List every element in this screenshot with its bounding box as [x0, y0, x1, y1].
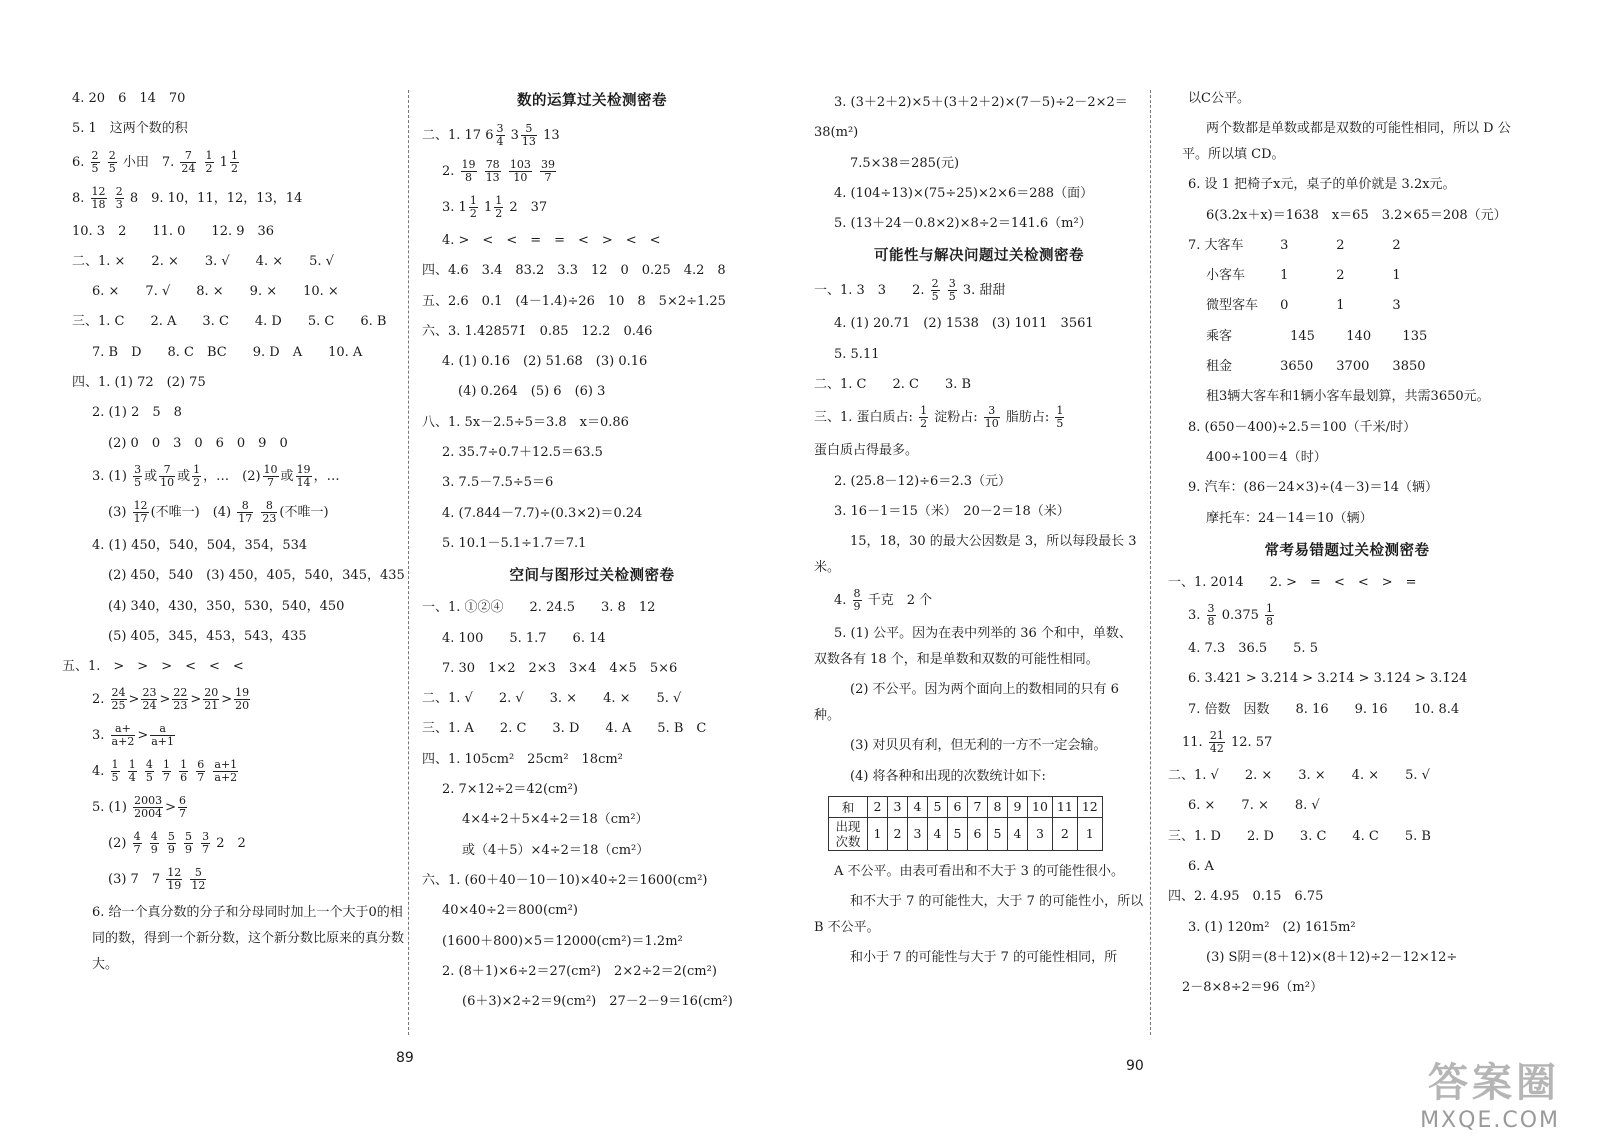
fraction: $\frac{a}{a+1}$: [151, 722, 175, 749]
answer-line: 6. 设 1 把椅子x元，桌子的单价就是 3.2x元。: [1188, 177, 1456, 193]
answer-line: (3) 对贝贝有利，但无利的一方不一定会输。: [850, 738, 1107, 754]
column-divider: [1150, 90, 1151, 1035]
vehicle-value: 2: [1392, 237, 1401, 253]
text: 淀粉占:: [934, 410, 978, 426]
table-cell: 12: [1077, 796, 1102, 817]
fraction: $\frac{1}{2}$: [205, 148, 213, 175]
vehicle-value: 2: [1336, 268, 1345, 284]
answer-line: 三、1. A 2. C 3. D 4. A 5. B C: [422, 721, 707, 737]
answer-line: 5. (13＋24－0.8×2)×8÷2＝141.6（m²）: [834, 216, 1092, 232]
answer-line: 四、1. 105cm² 25cm² 18cm²: [422, 751, 623, 767]
answer-line: 2. (1) 2 5 8: [92, 405, 182, 421]
fraction: $\frac{2}{5}$: [91, 148, 99, 175]
answer-line: 一、1. ①②④ 2. 24.5 3. 8 12: [422, 600, 656, 616]
answer-line: 8. (650－400)÷2.5＝100（千米/时）: [1188, 419, 1417, 435]
fraction: $\frac{5}{9}$: [184, 830, 192, 857]
answer-line: (4) 0.264 (5) 6 (6) 3: [458, 384, 606, 400]
answer-line: 6. 3.421 > 3.2̇14̇ > 3.21̇4̇ > 3.12̇4̇ > 3.1̇24̇: [1188, 671, 1468, 687]
answer-line: [422, 154, 762, 190]
table-cell: 9: [1008, 796, 1028, 817]
text: 8.: [72, 190, 85, 206]
text: 3. 甜甜: [962, 283, 1006, 299]
fraction: $\frac{2}{3}$: [115, 184, 123, 211]
answer-line: 四、1. (1) 72 (2) 75: [72, 375, 206, 391]
text: 1: [458, 200, 467, 215]
watermark: [1420, 1051, 1560, 1133]
text: 1: [483, 200, 493, 215]
answer-line: 2－8×8÷2＝96（m²）: [1182, 980, 1323, 996]
answer-line: [72, 682, 407, 718]
table-cell: 5: [948, 817, 968, 850]
text: 二、1. 17: [422, 128, 482, 143]
answer-line: 二、1. × 2. × 3. √ 4. × 5. √: [72, 253, 334, 269]
text: 千克 2 个: [867, 593, 933, 609]
sum-frequency-table: [828, 796, 1103, 851]
answer-line: [72, 718, 407, 754]
fraction: $\frac{1}{2}$: [230, 148, 238, 175]
table-row: [829, 796, 1103, 817]
text: 0.375: [1221, 608, 1259, 624]
answer-paragraph: (2) 不公平。因为两个面向上的数相同的只有 6 种。: [814, 682, 1119, 724]
fraction: $\frac{1}{2}$: [920, 404, 928, 431]
table-cell: 8: [988, 796, 1008, 817]
answer-line: 租3辆大客车和1辆小客车最划算，共需3650元。: [1206, 389, 1490, 405]
answer-line: 5. 5.11: [834, 346, 880, 362]
section-title: 常考易错题过关检测密卷: [1264, 542, 1430, 559]
answer-line: 四、4.6 3.4 83.2 3.3 12 0 0.25 4.2 8: [422, 263, 726, 279]
answer-paragraph: 和不大于 7 的可能性大，大于 7 的可能性小，所以 B 不公平。: [814, 893, 1144, 935]
fraction: $\frac{24}{25}$: [111, 686, 126, 713]
answer-line: 五、2.6 0.1 (4－1.4)÷26 10 8 5×2÷1.25: [422, 293, 726, 309]
answer-line: 7. 倍数 因数 8. 16 9. 16 10. 8.4: [1188, 701, 1460, 717]
fraction: $\frac{8}{9}$: [853, 587, 861, 614]
table-cell: 和: [829, 796, 868, 817]
vehicle-value: 3: [1392, 298, 1401, 314]
text: 13: [543, 128, 560, 143]
text: (不唯一) (4): [150, 504, 232, 520]
page-number-right: 90: [1126, 1058, 1144, 1074]
fraction: $\frac{5}{13}$: [521, 122, 536, 148]
text: >: [128, 692, 140, 708]
fraction: $\frac{1}{2}$: [469, 194, 477, 220]
table-cell: 2: [888, 817, 908, 850]
text: 11.: [1182, 735, 1203, 751]
table-row: [829, 817, 1103, 850]
answer-line: 7.5×38＝285(元): [850, 155, 960, 171]
fraction: $\frac{3}{5}$: [134, 462, 142, 489]
answer-line: 10. 3 2 11. 0 12. 9 36: [72, 223, 275, 239]
text: 3.: [442, 200, 455, 215]
fraction: $\frac{8}{17}$: [238, 498, 253, 525]
answer-line: 以C公平。: [1188, 91, 1250, 106]
text: 2.: [442, 164, 455, 179]
vehicle-row: [1182, 291, 1512, 321]
vehicle-row: [1182, 231, 1512, 261]
answer-line: 2. 7×12÷2＝42(cm²): [442, 782, 578, 798]
answer-line: 7. 30 1×2 2×3 3×4 4×5 5×6: [442, 660, 678, 676]
answer-paragraph: 5. (1) 公平。因为在表中列举的 36 个和中，单数、双数各有 18 个，和是单数和双数的可能性相同。: [814, 626, 1132, 668]
answer-line: 3. 7.5－7.5÷5＝6: [442, 475, 554, 491]
answer-line: (4) 将各种和出现的次数统计如下:: [850, 768, 1046, 784]
text: 4.: [834, 593, 847, 609]
text: (3) 7 7: [108, 872, 161, 888]
text: 3.: [1188, 608, 1201, 624]
answer-line: 二、1. √ 2. × 3. × 4. × 5. √: [1168, 768, 1430, 784]
answer-column-4: [1168, 84, 1512, 1003]
vehicle-value: 145: [1290, 328, 1315, 344]
vehicle-value: 1: [1392, 268, 1401, 284]
answer-line: 2. 35.7÷0.7＋12.5＝63.5: [442, 445, 603, 461]
answer-line: 二、1. C 2. C 3. B: [814, 377, 972, 393]
fraction: $\frac{1}{8}$: [1266, 602, 1274, 629]
fraction: $\frac{1}{4}$: [128, 758, 136, 785]
answer-line: 蛋白质占得最多。: [814, 443, 919, 459]
watermark-url: MXQE.COM: [1420, 1108, 1560, 1133]
answer-line: 6(3.2x＋x)＝1638 x＝65 3.2×65＝208（元）: [1206, 207, 1507, 223]
answer-line: [72, 459, 407, 495]
text: 4.: [92, 764, 105, 780]
fraction: $\frac{1}{6}$: [180, 758, 188, 785]
vehicle-row: [1182, 322, 1512, 352]
section-title: 空间与图形过关检测密卷: [509, 568, 675, 585]
text: ，… (2): [203, 468, 261, 484]
answer-line: [72, 181, 407, 217]
answer-line: 3. (1) 120m² (2) 1615m²: [1188, 919, 1356, 935]
answer-line: 7. B D 8. C BC 9. D A 10. A: [92, 344, 363, 360]
answer-line: 四、2. 4.95 0.15 6.75: [1168, 889, 1324, 905]
answer-line: [72, 495, 407, 531]
text: 2.: [92, 692, 105, 708]
answer-line: [814, 273, 1144, 309]
answer-line: [422, 190, 762, 226]
vehicle-value: 140: [1346, 328, 1372, 344]
fraction: $\frac{3}{7}$: [202, 830, 210, 857]
fraction: $\frac{4}{5}$: [145, 758, 153, 785]
fraction: $\frac{1}{7}$: [162, 758, 170, 785]
text: ，…: [313, 468, 340, 484]
table-cell: 3: [908, 817, 928, 850]
answer-line: [814, 400, 1144, 436]
answer-line: 2. (25.8－12)÷6＝2.3（元）: [834, 473, 1012, 489]
fraction: $\frac{78}{13}$: [485, 158, 500, 184]
table-cell: 2: [1052, 817, 1077, 850]
answer-line: [72, 145, 407, 181]
answer-line: 4. > < < = = < > < <: [442, 233, 661, 248]
answer-line: 6. × 7. √ 8. × 9. × 10. ×: [92, 284, 339, 300]
fraction: $\frac{19}{14}$: [296, 462, 311, 489]
answer-line: (2) 450，540 (3) 450，405，540，345，435: [108, 568, 405, 584]
answer-line: 摩托车：24－14＝10（辆）: [1206, 510, 1373, 526]
answer-line: 八、1. 5x－2.5÷5＝3.8 x＝0.86: [422, 414, 629, 430]
answer-line: 4. 7.3 36.5 5. 5: [1188, 641, 1318, 657]
text: 或: [177, 468, 191, 484]
fraction: $\frac{19}{20}$: [235, 686, 250, 713]
text: 三、1. 蛋白质占:: [814, 410, 913, 426]
vehicle-value: 3650: [1280, 359, 1314, 375]
answer-line: 和小于 7 的可能性与大于 7 的可能性相同，所: [850, 949, 1118, 965]
answer-line: [1182, 725, 1512, 761]
fraction: $\frac{7}{24}$: [181, 148, 196, 175]
fraction: $\frac{2}{5}$: [108, 148, 116, 175]
answer-line: [422, 118, 762, 154]
text: 或: [144, 468, 158, 484]
answer-line: 3. 16－1＝15（米） 20－2＝18（米）: [834, 503, 1070, 519]
vehicle-value: 2: [1336, 237, 1345, 253]
answer-line: 4×4÷2＋5×4÷2＝18（cm²）: [462, 812, 649, 828]
vehicle-value: 0: [1280, 298, 1289, 314]
table-cell: 1: [1077, 817, 1102, 850]
text: 3. (1): [92, 468, 127, 484]
text: 1: [219, 154, 228, 170]
fraction: $\frac{2003}{2004}$: [134, 794, 163, 821]
text: 脂肪占:: [1005, 410, 1050, 426]
text: >: [190, 692, 202, 708]
answer-line: 6. × 7. × 8. √: [1188, 798, 1320, 814]
answer-line: 2. (8＋1)×6÷2＝27(cm²) 2×2÷2＝2(cm²): [442, 963, 717, 979]
vehicle-label: 微型客车: [1206, 298, 1259, 314]
fraction: $\frac{19}{8}$: [461, 158, 476, 184]
fraction: $\frac{1}{2}$: [495, 194, 503, 220]
answer-paragraph: 6. 给一个真分数的分子和分母同时加上一个大于0的相同的数，得到一个新分数，这个新分数比原来的真分数大。: [92, 905, 405, 973]
answer-line: 三、1. C 2. A 3. C 4. D 5. C 6. B: [72, 314, 387, 330]
fraction: $\frac{12}{19}$: [167, 866, 182, 893]
answer-line: (3) S阴＝(8＋12)×(8＋12)÷2－12×12÷: [1206, 949, 1458, 965]
vehicle-label: 小客车: [1206, 268, 1246, 284]
table-cell: 3: [1028, 817, 1053, 850]
text: 或: [280, 468, 294, 484]
answer-line: (1600＋800)×5＝12000(cm²)＝1.2m²: [442, 933, 683, 949]
answer-line: [72, 790, 407, 826]
table-cell: 2: [868, 796, 888, 817]
fraction: $\frac{1}{5}$: [111, 758, 119, 785]
text: 12. 57: [1230, 735, 1273, 751]
answer-line: [814, 583, 1144, 619]
table-cell: 4: [928, 817, 948, 850]
table-cell: 6: [968, 817, 988, 850]
answer-line: 或（4＋5）×4÷2＝18（cm²）: [462, 842, 650, 858]
answer-paragraph: 两个数都是单数或都是双数的可能性相同，所以 D 公平。所以填 CD。: [1182, 121, 1511, 163]
text: (3): [108, 504, 127, 520]
answer-line: 4. (1) 20.71 (2) 1538 (3) 1011 3561: [834, 316, 1094, 332]
table-cell: 11: [1052, 796, 1077, 817]
answer-line: 5. 10.1－5.1÷1.7＝7.1: [442, 535, 587, 551]
fraction: $\frac{a+}{a+2}$: [111, 722, 135, 749]
answer-line: [1182, 598, 1512, 634]
answer-line: [72, 826, 407, 862]
answer-line: [72, 862, 407, 898]
vehicle-value: 1: [1336, 298, 1345, 314]
fraction: $\frac{3}{4}$: [496, 122, 504, 148]
table-cell: 4: [1008, 817, 1028, 850]
table-cell: 10: [1028, 796, 1053, 817]
table-cell: 3: [888, 796, 908, 817]
text: 3: [510, 128, 519, 143]
fraction: $\frac{23}{24}$: [142, 686, 157, 713]
fraction: $\frac{3}{10}$: [984, 404, 999, 431]
section-title: 数的运算过关检测密卷: [517, 93, 667, 109]
answer-line: 9. 汽车：(86－24×3)÷(4－3)＝14（辆）: [1188, 480, 1439, 496]
answer-line: 5. 1 这两个数的积: [72, 121, 188, 137]
answer-paragraph: A 不公平。由表可看出和不大于 3 的可能性很小。: [834, 863, 1125, 879]
answer-column-3: [814, 88, 1144, 973]
fraction: $\frac{5}{12}$: [191, 866, 206, 893]
answer-line: 38(m²): [814, 125, 859, 141]
fraction: $\frac{2}{5}$: [931, 277, 939, 304]
vehicle-value: 1: [1280, 268, 1289, 284]
fraction: $\frac{103}{10}$: [509, 158, 531, 184]
watermark-logo: 答案圈: [1428, 1060, 1560, 1106]
fraction: $\frac{4}{9}$: [150, 830, 158, 857]
answer-line: 3. (3＋2＋2)×5＋(3＋2＋2)×(7－5)÷2－2×2＝: [834, 95, 1128, 110]
fraction: $\frac{21}{42}$: [1209, 729, 1224, 756]
answer-line: 4. (104÷13)×(75÷25)×2×6＝288（面）: [834, 185, 1094, 201]
fraction: $\frac{5}{9}$: [167, 830, 175, 857]
answer-paragraph: 15，18，30 的最大公因数是 3，所以每段最长 3 米。: [814, 534, 1137, 576]
vehicle-value: 3700: [1336, 359, 1370, 375]
answer-line: [72, 754, 407, 790]
answer-line: 五、1. > > > < < <: [62, 659, 244, 675]
fraction: $\frac{4}{7}$: [133, 830, 141, 857]
fraction: $\frac{1}{2}$: [193, 462, 201, 489]
answer-line: (6＋3)×2÷2＝9(cm²) 27－2－9＝16(cm²): [462, 994, 733, 1010]
answer-line: 4. 100 5. 1.7 6. 14: [442, 630, 606, 646]
text: 6: [485, 128, 494, 143]
answer-line: (4) 340，430，350，530，540，450: [108, 598, 345, 614]
answer-line: 六、1. (60＋40－10－10)×40÷2＝1600(cm²): [422, 872, 708, 888]
fraction: $\frac{7}{10}$: [160, 462, 175, 489]
fraction: $\frac{8}{23}$: [262, 498, 277, 525]
answer-line: 6. A: [1188, 858, 1214, 874]
fraction: $\frac{22}{23}$: [173, 686, 188, 713]
page-number-left: 89: [396, 1050, 414, 1066]
text: 3.: [92, 728, 105, 744]
answer-line: 4. 20 6 14 70: [72, 91, 186, 106]
answer-line: 一、1. 2014 2. > = < < > =: [1168, 574, 1417, 590]
vehicle-value: 3: [1280, 237, 1289, 253]
table-cell: 1: [868, 817, 888, 850]
text: 2 2: [216, 836, 246, 852]
text: (不唯一): [279, 504, 329, 520]
fraction: $\frac{6}{7}$: [197, 758, 205, 785]
answer-line: (2) 0 0 3 0 6 0 9 0: [108, 435, 288, 451]
table-cell: 5: [988, 817, 1008, 850]
table-cell: 出现次数: [829, 817, 868, 850]
table-cell: 7: [968, 796, 988, 817]
text: 2 37: [509, 200, 548, 215]
fraction: $\frac{a+1}{a+2}$: [214, 758, 238, 785]
text: >: [159, 692, 171, 708]
fraction: $\frac{12}{18}$: [91, 184, 106, 211]
answer-line: 二、1. √ 2. √ 3. × 4. × 5. √: [422, 691, 682, 707]
answer-line: 4. (1) 0.16 (2) 51.68 (3) 0.16: [442, 354, 648, 370]
vehicle-value: 3850: [1392, 359, 1426, 375]
answer-line: 六、3. 1.428571̇ 0.85 12.2 0.46: [422, 323, 653, 339]
text: >: [221, 692, 233, 708]
column-divider: [408, 90, 409, 1035]
vehicle-label: 7. 大客车: [1188, 237, 1244, 253]
text: 6.: [72, 154, 85, 170]
table-cell: 5: [928, 796, 948, 817]
answer-column-2: [422, 84, 762, 1017]
text: 小田 7.: [122, 154, 175, 170]
answer-line: 40×40÷2＝800(cm²): [442, 903, 578, 919]
answer-line: (5) 405，345，453，543，435: [108, 628, 307, 644]
table-cell: 6: [948, 796, 968, 817]
answer-column-1: [62, 84, 407, 980]
table-cell: 4: [908, 796, 928, 817]
answer-line: 4. (1) 450，540，504，354，534: [92, 537, 308, 553]
text: >: [137, 728, 149, 744]
vehicle-row: [1182, 261, 1512, 291]
fraction: $\frac{3}{5}$: [948, 277, 956, 304]
answer-line: 三、1. D 2. D 3. C 4. C 5. B: [1168, 828, 1431, 844]
vehicle-label: 乘客: [1206, 328, 1233, 344]
text: (2): [108, 836, 127, 852]
fraction: $\frac{3}{8}$: [1207, 602, 1215, 629]
text: 8 9. 10，11，12，13，14: [129, 190, 303, 206]
section-title: 可能性与解决问题过关检测密卷: [874, 248, 1084, 265]
text: 5. (1): [92, 800, 127, 816]
text: >: [165, 800, 176, 816]
vehicle-label: 租金: [1206, 359, 1233, 375]
fraction: $\frac{10}{7}$: [263, 462, 278, 489]
fraction: $\frac{20}{21}$: [204, 686, 219, 713]
vehicle-value: 135: [1402, 328, 1428, 344]
vehicle-row: [1182, 352, 1512, 382]
text: 一、1. 3 3 2.: [814, 283, 925, 299]
answer-line: 4. (7.844－7.7)÷(0.3×2)＝0.24: [442, 505, 643, 521]
answer-line: 400÷100＝4（时）: [1206, 449, 1327, 465]
fraction: $\frac{1}{5}$: [1056, 404, 1064, 431]
fraction: $\frac{6}{7}$: [179, 794, 186, 821]
fraction: $\frac{39}{7}$: [540, 158, 555, 184]
fraction: $\frac{12}{17}$: [133, 498, 148, 525]
